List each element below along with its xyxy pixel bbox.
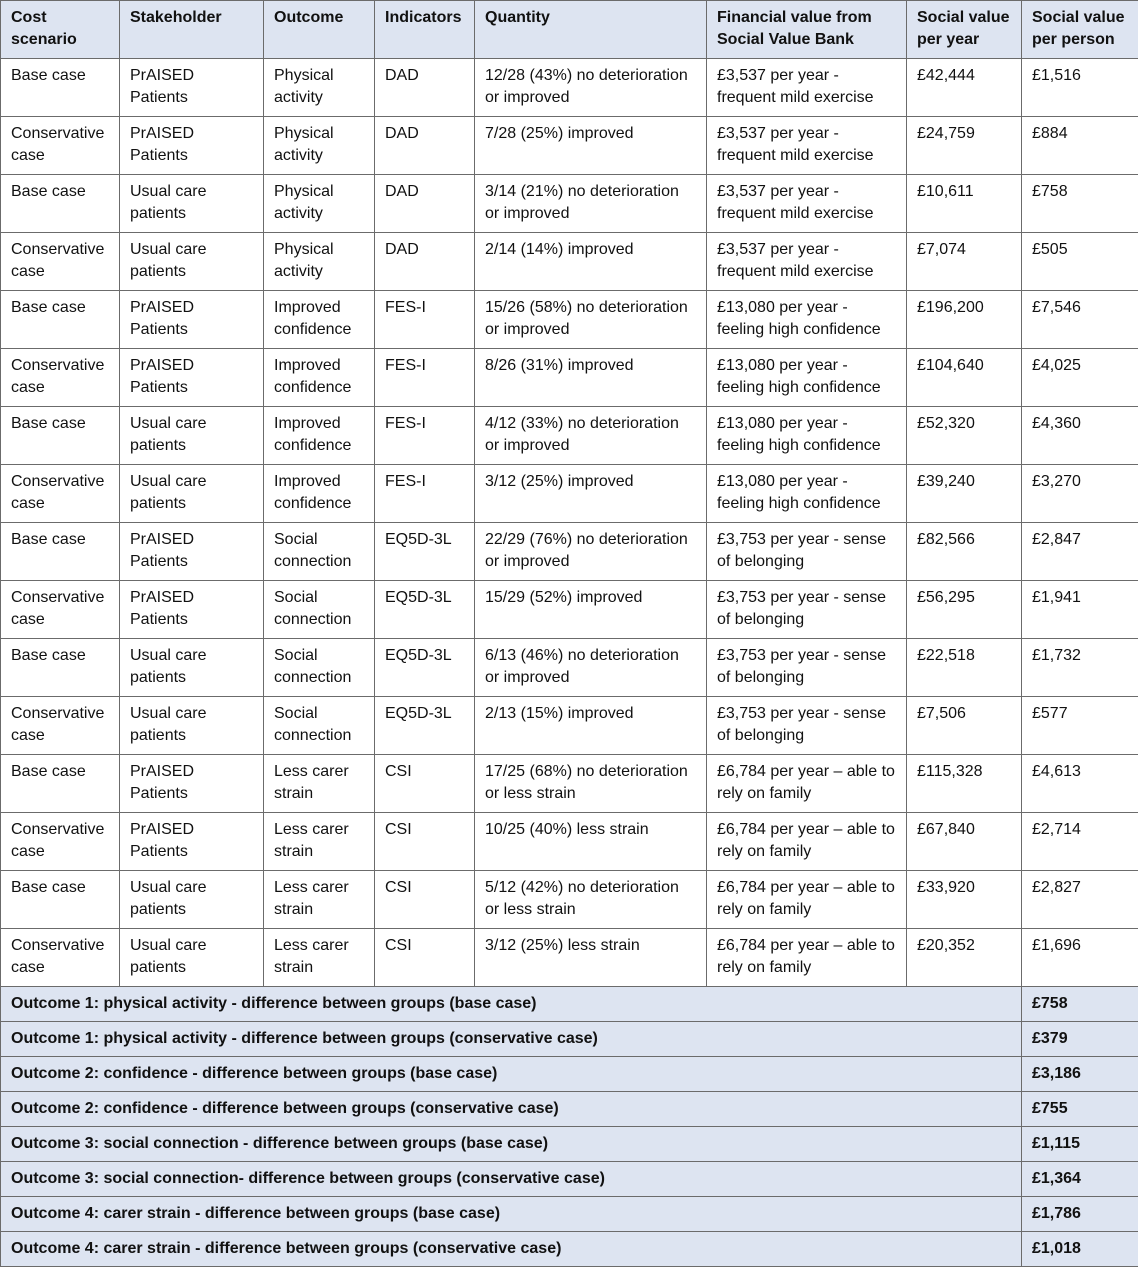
financial-value-cell: £3,537 per year - frequent mild exercise (707, 175, 907, 233)
table-body (1, 59, 1138, 987)
cost-scenario-cell: Base case (1, 59, 120, 117)
financial-value-cell: £6,784 per year – able to rely on family (707, 755, 907, 813)
financial-value-cell: £3,753 per year - sense of belonging (707, 639, 907, 697)
indicator-cell: EQ5D-3L (375, 581, 475, 639)
indicator-cell: CSI (375, 871, 475, 929)
cost-scenario-cell: Base case (1, 639, 120, 697)
social-value-per-year-cell: £104,640 (907, 349, 1022, 407)
indicator-cell: FES-I (375, 349, 475, 407)
table-row (1, 871, 1138, 929)
summary-value: £755 (1022, 1092, 1138, 1127)
social-value-per-year-cell: £33,920 (907, 871, 1022, 929)
financial-value-cell: £3,537 per year - frequent mild exercise (707, 59, 907, 117)
quantity-cell: 22/29 (76%) no deterioration or improved (475, 523, 707, 581)
summary-label: Outcome 3: social connection - difference between groups (base case) (1, 1127, 1022, 1162)
cost-scenario-cell: Base case (1, 175, 120, 233)
outcome-cell: Improved confidence (264, 291, 375, 349)
indicator-cell: DAD (375, 175, 475, 233)
cost-scenario-cell: Base case (1, 523, 120, 581)
table-row (1, 291, 1138, 349)
quantity-cell: 8/26 (31%) improved (475, 349, 707, 407)
social-value-per-year-cell: £56,295 (907, 581, 1022, 639)
financial-value-cell: £3,753 per year - sense of belonging (707, 697, 907, 755)
outcome-cell: Social connection (264, 523, 375, 581)
summary-value: £1,786 (1022, 1197, 1138, 1232)
summary-label: Outcome 1: physical activity - difference between groups (base case) (1, 987, 1022, 1022)
financial-value-cell: £13,080 per year - feeling high confidence (707, 291, 907, 349)
outcome-cell: Physical activity (264, 117, 375, 175)
outcome-cell: Improved confidence (264, 349, 375, 407)
social-value-per-year-cell: £20,352 (907, 929, 1022, 987)
table-row (1, 929, 1138, 987)
outcome-cell: Social connection (264, 581, 375, 639)
social-value-per-person-cell: £884 (1022, 117, 1138, 175)
quantity-cell: 12/28 (43%) no deterioration or improved (475, 59, 707, 117)
summary-row (1, 1022, 1138, 1057)
outcome-cell: Physical activity (264, 59, 375, 117)
social-value-per-person-cell: £4,360 (1022, 407, 1138, 465)
indicator-cell: DAD (375, 117, 475, 175)
stakeholder-cell: Usual care patients (120, 175, 264, 233)
social-value-per-person-cell: £4,613 (1022, 755, 1138, 813)
social-value-per-person-cell: £7,546 (1022, 291, 1138, 349)
cost-scenario-cell: Conservative case (1, 929, 120, 987)
social-value-per-year-cell: £52,320 (907, 407, 1022, 465)
cost-scenario-cell: Base case (1, 871, 120, 929)
table-row (1, 813, 1138, 871)
stakeholder-cell: Usual care patients (120, 871, 264, 929)
social-value-per-person-cell: £2,714 (1022, 813, 1138, 871)
stakeholder-cell: Usual care patients (120, 407, 264, 465)
outcome-cell: Less carer strain (264, 929, 375, 987)
table-row (1, 581, 1138, 639)
quantity-cell: 2/14 (14%) improved (475, 233, 707, 291)
stakeholder-cell: PrAISED Patients (120, 59, 264, 117)
indicator-cell: FES-I (375, 465, 475, 523)
cost-scenario-cell: Conservative case (1, 813, 120, 871)
cost-scenario-cell: Conservative case (1, 581, 120, 639)
summary-value: £758 (1022, 987, 1138, 1022)
outcome-cell: Physical activity (264, 175, 375, 233)
social-value-per-year-cell: £115,328 (907, 755, 1022, 813)
indicator-cell: CSI (375, 929, 475, 987)
indicator-cell: FES-I (375, 407, 475, 465)
summary-label: Outcome 4: carer strain - difference between groups (conservative case) (1, 1232, 1022, 1267)
social-value-per-year-cell: £42,444 (907, 59, 1022, 117)
financial-value-cell: £3,753 per year - sense of belonging (707, 581, 907, 639)
header-social-value-per-person: Social value per person (1022, 1, 1138, 59)
table-row (1, 407, 1138, 465)
outcome-cell: Social connection (264, 697, 375, 755)
financial-value-cell: £3,537 per year - frequent mild exercise (707, 233, 907, 291)
quantity-cell: 15/29 (52%) improved (475, 581, 707, 639)
social-value-per-person-cell: £1,516 (1022, 59, 1138, 117)
indicator-cell: CSI (375, 813, 475, 871)
social-value-per-year-cell: £67,840 (907, 813, 1022, 871)
financial-value-cell: £3,753 per year - sense of belonging (707, 523, 907, 581)
social-value-per-person-cell: £1,941 (1022, 581, 1138, 639)
table-row (1, 465, 1138, 523)
indicator-cell: EQ5D-3L (375, 639, 475, 697)
table-row (1, 117, 1138, 175)
social-value-per-year-cell: £22,518 (907, 639, 1022, 697)
quantity-cell: 3/12 (25%) improved (475, 465, 707, 523)
table-row (1, 175, 1138, 233)
social-value-per-year-cell: £39,240 (907, 465, 1022, 523)
stakeholder-cell: PrAISED Patients (120, 117, 264, 175)
social-value-per-person-cell: £758 (1022, 175, 1138, 233)
stakeholder-cell: Usual care patients (120, 697, 264, 755)
financial-value-cell: £13,080 per year - feeling high confidence (707, 465, 907, 523)
summary-value: £1,018 (1022, 1232, 1138, 1267)
cost-scenario-cell: Base case (1, 407, 120, 465)
stakeholder-cell: Usual care patients (120, 233, 264, 291)
indicator-cell: EQ5D-3L (375, 523, 475, 581)
table-row (1, 639, 1138, 697)
table-row (1, 697, 1138, 755)
quantity-cell: 3/14 (21%) no deterioration or improved (475, 175, 707, 233)
social-value-per-year-cell: £82,566 (907, 523, 1022, 581)
cost-scenario-cell: Conservative case (1, 117, 120, 175)
summary-row (1, 1092, 1138, 1127)
outcome-cell: Physical activity (264, 233, 375, 291)
financial-value-cell: £13,080 per year - feeling high confidence (707, 407, 907, 465)
social-value-per-year-cell: £24,759 (907, 117, 1022, 175)
table-row (1, 755, 1138, 813)
table-row (1, 233, 1138, 291)
summary-value: £1,364 (1022, 1162, 1138, 1197)
header-social-value-per-year: Social value per year (907, 1, 1022, 59)
outcome-cell: Less carer strain (264, 755, 375, 813)
financial-value-cell: £13,080 per year - feeling high confidence (707, 349, 907, 407)
outcome-cell: Less carer strain (264, 871, 375, 929)
indicator-cell: FES-I (375, 291, 475, 349)
outcome-cell: Improved confidence (264, 407, 375, 465)
table-row (1, 349, 1138, 407)
financial-value-cell: £3,537 per year - frequent mild exercise (707, 117, 907, 175)
outcome-cell: Social connection (264, 639, 375, 697)
social-value-per-person-cell: £2,847 (1022, 523, 1138, 581)
summary-row (1, 1162, 1138, 1197)
indicator-cell: DAD (375, 233, 475, 291)
summary-label: Outcome 1: physical activity - difference between groups (conservative case) (1, 1022, 1022, 1057)
social-value-per-year-cell: £196,200 (907, 291, 1022, 349)
social-value-per-person-cell: £1,732 (1022, 639, 1138, 697)
quantity-cell: 6/13 (46%) no deterioration or improved (475, 639, 707, 697)
stakeholder-cell: Usual care patients (120, 929, 264, 987)
table-row (1, 523, 1138, 581)
social-value-per-person-cell: £3,270 (1022, 465, 1138, 523)
financial-value-cell: £6,784 per year – able to rely on family (707, 813, 907, 871)
header-outcome: Outcome (264, 1, 375, 59)
stakeholder-cell: Usual care patients (120, 465, 264, 523)
cost-scenario-cell: Base case (1, 755, 120, 813)
summary-value: £379 (1022, 1022, 1138, 1057)
quantity-cell: 15/26 (58%) no deterioration or improved (475, 291, 707, 349)
stakeholder-cell: PrAISED Patients (120, 349, 264, 407)
summary-value: £3,186 (1022, 1057, 1138, 1092)
quantity-cell: 17/25 (68%) no deterioration or less strain (475, 755, 707, 813)
outcome-cell: Improved confidence (264, 465, 375, 523)
cost-scenario-cell: Conservative case (1, 233, 120, 291)
stakeholder-cell: Usual care patients (120, 639, 264, 697)
quantity-cell: 5/12 (42%) no deterioration or less strain (475, 871, 707, 929)
social-value-per-year-cell: £10,611 (907, 175, 1022, 233)
summary-body (1, 987, 1138, 1267)
header-cost-scenario: Cost scenario (1, 1, 120, 59)
financial-value-cell: £6,784 per year – able to rely on family (707, 929, 907, 987)
quantity-cell: 4/12 (33%) no deterioration or improved (475, 407, 707, 465)
outcome-cell: Less carer strain (264, 813, 375, 871)
header-financial-value: Financial value from Social Value Bank (707, 1, 907, 59)
header-indicators: Indicators (375, 1, 475, 59)
social-value-per-person-cell: £577 (1022, 697, 1138, 755)
summary-label: Outcome 4: carer strain - difference between groups (base case) (1, 1197, 1022, 1232)
summary-row (1, 1057, 1138, 1092)
quantity-cell: 7/28 (25%) improved (475, 117, 707, 175)
summary-row (1, 1232, 1138, 1267)
social-value-per-person-cell: £505 (1022, 233, 1138, 291)
quantity-cell: 2/13 (15%) improved (475, 697, 707, 755)
social-value-per-person-cell: £2,827 (1022, 871, 1138, 929)
social-value-per-person-cell: £4,025 (1022, 349, 1138, 407)
header-row (1, 1, 1138, 59)
stakeholder-cell: PrAISED Patients (120, 755, 264, 813)
quantity-cell: 10/25 (40%) less strain (475, 813, 707, 871)
financial-value-cell: £6,784 per year – able to rely on family (707, 871, 907, 929)
cost-scenario-cell: Conservative case (1, 697, 120, 755)
quantity-cell: 3/12 (25%) less strain (475, 929, 707, 987)
cost-scenario-cell: Conservative case (1, 349, 120, 407)
header-quantity: Quantity (475, 1, 707, 59)
stakeholder-cell: PrAISED Patients (120, 291, 264, 349)
indicator-cell: DAD (375, 59, 475, 117)
stakeholder-cell: PrAISED Patients (120, 581, 264, 639)
social-value-per-person-cell: £1,696 (1022, 929, 1138, 987)
summary-label: Outcome 2: confidence - difference between groups (conservative case) (1, 1092, 1022, 1127)
stakeholder-cell: PrAISED Patients (120, 523, 264, 581)
summary-label: Outcome 2: confidence - difference between groups (base case) (1, 1057, 1022, 1092)
header-stakeholder: Stakeholder (120, 1, 264, 59)
summary-label: Outcome 3: social connection- difference between groups (conservative case) (1, 1162, 1022, 1197)
social-value-per-year-cell: £7,074 (907, 233, 1022, 291)
cost-scenario-cell: Base case (1, 291, 120, 349)
summary-value: £1,115 (1022, 1127, 1138, 1162)
table-row (1, 59, 1138, 117)
cost-scenario-cell: Conservative case (1, 465, 120, 523)
summary-row (1, 1197, 1138, 1232)
stakeholder-cell: PrAISED Patients (120, 813, 264, 871)
summary-row (1, 987, 1138, 1022)
social-value-per-year-cell: £7,506 (907, 697, 1022, 755)
indicator-cell: CSI (375, 755, 475, 813)
indicator-cell: EQ5D-3L (375, 697, 475, 755)
summary-row (1, 1127, 1138, 1162)
